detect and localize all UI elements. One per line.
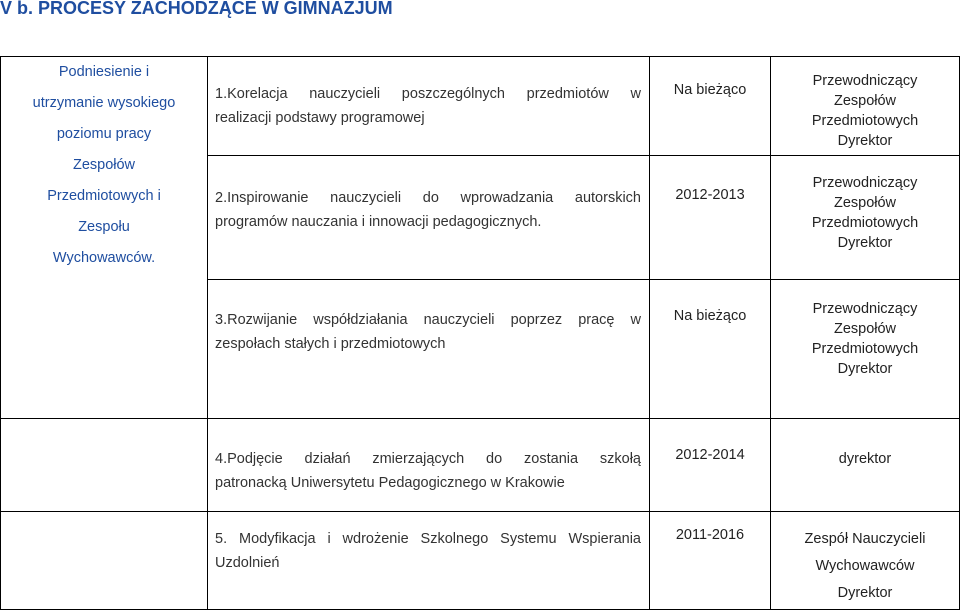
responsible-line: Dyrektor <box>837 585 893 601</box>
task-text: 2.Inspirowanie nauczycieli do wprowadzania autorskich <box>215 190 641 206</box>
term-text: Na bieżąco <box>673 308 747 324</box>
goal-cell <box>1 57 208 419</box>
responsible-line: Przedmiotowych <box>811 341 919 357</box>
responsible-line: Zespołów <box>833 93 897 109</box>
responsible-line: Przewodniczący <box>812 175 918 191</box>
task-text: realizacji podstawy programowej <box>215 110 425 126</box>
task-cell <box>208 57 650 156</box>
empty-cell <box>1 512 208 610</box>
task-text: Uzdolnień <box>215 555 280 571</box>
goal-line: Przedmiotowych i <box>47 188 161 204</box>
term-cell <box>650 280 771 419</box>
term-text: 2012-2013 <box>675 187 745 203</box>
responsible-line: Przewodniczący <box>812 73 918 89</box>
goal-line: poziomu pracy <box>56 126 152 142</box>
responsible-line: dyrektor <box>838 451 892 467</box>
responsible-line: Przedmiotowych <box>811 113 919 129</box>
task-text: patronacką Uniwersytetu Pedagogicznego w Krakowie <box>215 475 565 491</box>
term-cell <box>650 57 771 156</box>
task-text: 3.Rozwijanie współdziałania nauczycieli poprzez pracę w <box>215 312 641 328</box>
responsible-line: Przedmiotowych <box>811 215 919 231</box>
task-cell <box>208 280 650 419</box>
responsible-cell <box>771 57 960 156</box>
responsible-line: Wychowawców <box>815 558 915 574</box>
term-text: Na bieżąco <box>673 82 747 98</box>
responsible-line: Przewodniczący <box>812 301 918 317</box>
goal-line: Podniesienie i <box>58 64 150 80</box>
responsible-line: Zespół Nauczycieli <box>804 531 926 547</box>
table-row <box>1 57 960 156</box>
responsible-line: Zespołów <box>833 321 897 337</box>
goal-line: Zespołów <box>72 157 136 173</box>
goal-line: Wychowawców. <box>52 250 156 266</box>
term-text: 2012-2014 <box>675 447 745 463</box>
table-row <box>1 419 960 512</box>
table-row <box>1 512 960 610</box>
goal-line: utrzymanie wysokiego <box>32 95 176 111</box>
task-text: programów nauczania i innowacji pedagogicznych. <box>215 214 542 230</box>
goal-line: Zespołu <box>78 219 130 235</box>
task-text: 1.Korelacja nauczycieli poszczególnych przedmiotów w <box>215 86 641 102</box>
term-cell <box>650 512 771 610</box>
task-text: 5. Modyfikacja i wdrożenie Szkolnego Systemu Wspierania <box>215 531 641 547</box>
task-text: zespołach stałych i przedmiotowych <box>215 336 446 352</box>
responsible-line: Zespołów <box>833 195 897 211</box>
responsible-cell <box>771 419 960 512</box>
responsible-line: Dyrektor <box>837 361 893 377</box>
section-heading: V b. PROCESY ZACHODZĄCE W GIMNAZJUM <box>0 0 393 18</box>
term-text: 2011-2016 <box>675 527 745 543</box>
empty-cell <box>1 419 208 512</box>
responsible-cell <box>771 280 960 419</box>
task-cell <box>208 156 650 280</box>
process-table <box>0 56 960 610</box>
responsible-cell <box>771 512 960 610</box>
term-cell <box>650 156 771 280</box>
responsible-cell <box>771 156 960 280</box>
task-cell <box>208 512 650 610</box>
task-cell <box>208 419 650 512</box>
responsible-line: Dyrektor <box>837 133 893 149</box>
task-text: 4.Podjęcie działań zmierzających do zostania szkołą <box>215 451 641 467</box>
responsible-line: Dyrektor <box>837 235 893 251</box>
term-cell <box>650 419 771 512</box>
